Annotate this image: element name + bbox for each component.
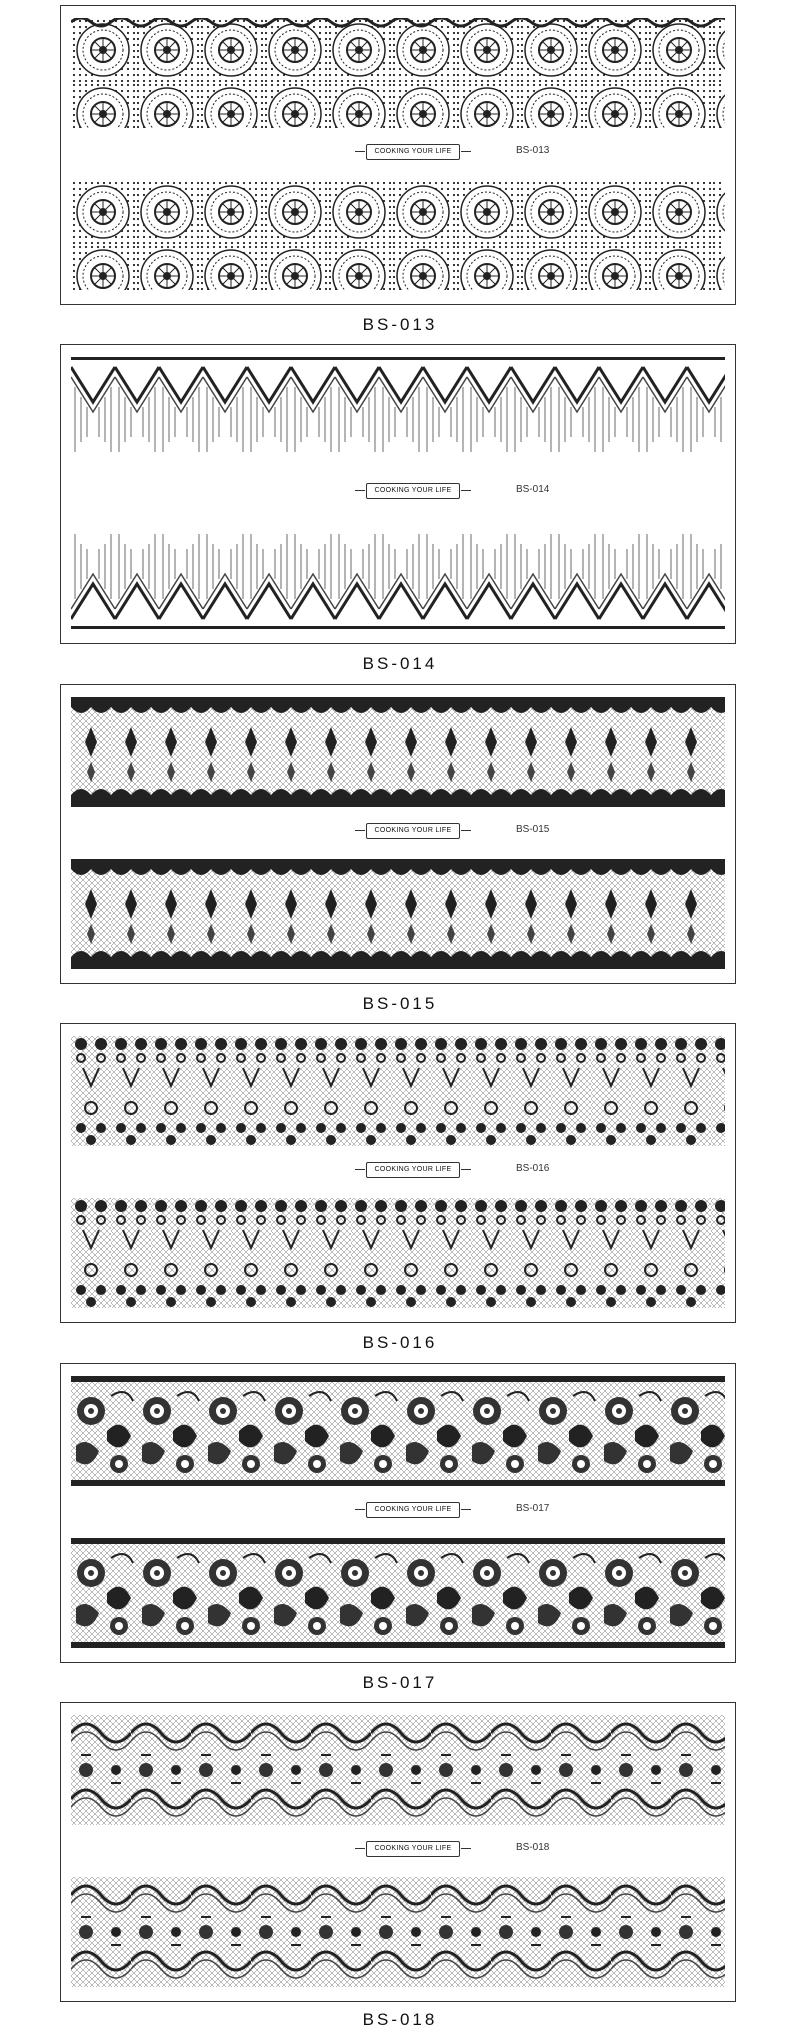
sheet-branding-row: [61, 817, 735, 847]
lace-strip-bottom: [71, 1198, 725, 1308]
sticker-card-bs-014: [60, 344, 736, 644]
sticker-card-bs-013: [60, 5, 736, 305]
brand-logo: COOKING YOUR LIFE: [366, 483, 460, 499]
product-code-label: BS-017: [362, 1673, 438, 1692]
lace-strip-top: [71, 1036, 725, 1146]
sheet-branding-row: [61, 1496, 735, 1526]
sticker-card-bs-015: [60, 684, 736, 984]
product-code-label: BS-018: [362, 2010, 438, 2029]
product-code-label: BS-013: [362, 315, 438, 334]
brand-logo: COOKING YOUR LIFE: [366, 823, 460, 839]
brand-logo: COOKING YOUR LIFE: [366, 144, 460, 160]
sticker-card-bs-018: [60, 1702, 736, 2002]
sheet-code: BS-015: [516, 824, 550, 835]
lace-strip-bottom: [71, 1538, 725, 1648]
lace-strip-top: [71, 697, 725, 807]
sheet-branding-row: [61, 1835, 735, 1865]
sheet-code: BS-018: [516, 1842, 550, 1853]
brand-logo: COOKING YOUR LIFE: [366, 1162, 460, 1178]
lace-strip-top: [71, 1376, 725, 1486]
product-code-label: BS-015: [362, 994, 438, 1013]
brand-logo: COOKING YOUR LIFE: [366, 1502, 460, 1518]
lace-strip-top: [71, 357, 725, 467]
sheet-code: BS-017: [516, 1503, 550, 1514]
sheet-branding-row: [61, 138, 735, 168]
lace-strip-bottom: [71, 180, 725, 290]
sheet-code: BS-014: [516, 484, 550, 495]
lace-strip-top: [71, 18, 725, 128]
product-code-label: BS-016: [362, 1333, 438, 1352]
lace-strip-bottom: [71, 519, 725, 629]
sheet-branding-row: [61, 477, 735, 507]
sheet-code: BS-016: [516, 1163, 550, 1174]
lace-strip-top: [71, 1715, 725, 1825]
lace-strip-bottom: [71, 1877, 725, 1987]
sheet-branding-row: [61, 1156, 735, 1186]
product-code-label: BS-014: [362, 654, 438, 673]
sheet-code: BS-013: [516, 145, 550, 156]
brand-logo: COOKING YOUR LIFE: [366, 1841, 460, 1857]
sticker-card-bs-017: [60, 1363, 736, 1663]
lace-strip-bottom: [71, 859, 725, 969]
sticker-card-bs-016: [60, 1023, 736, 1323]
